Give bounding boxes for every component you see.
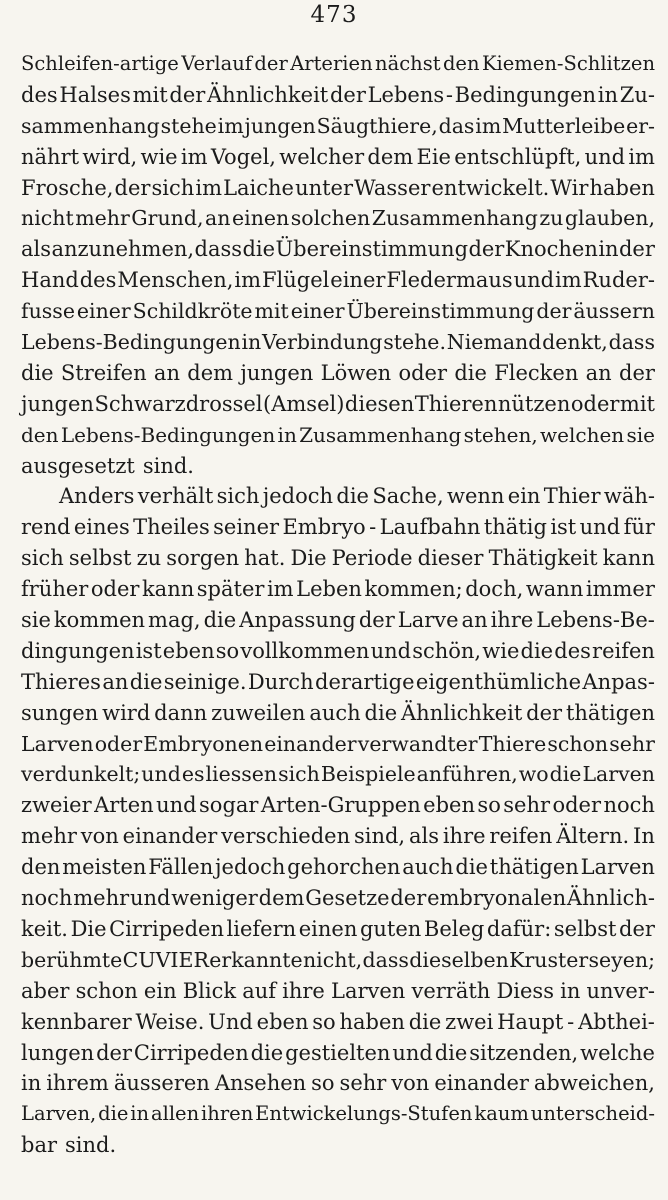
text-line: den meisten Fällen jedoch gehorchen auch die thätigen Larven [21,855,655,880]
text-line: sie kommen mag, die Anpassung der Larve an ihre Lebens-Be- [21,608,655,633]
text-line: früher oder kann später im Leben kommen; doch, wann immer [21,577,655,602]
text-line: Hand des Menschen, im Flügel einer Fledermaus und im Ruder- [21,268,655,293]
text-line: Frosche, der sich im Laiche unter Wasser entwickelt. Wir haben [21,175,655,200]
text-line: keit. Die Cirripeden liefern einen guten Beleg dafür: selbst der [21,916,655,941]
text-line: mehr von einander verschieden sind, als ihre reifen Ältern. In [21,824,655,849]
text-line: verdunkelt; und es liessen sich Beispiele anführen, wo die Larven [21,762,655,787]
text-line: fusse einer Schildkröte mit einer Übereinstimmung der äussern [21,299,655,324]
text-line: sammenhang stehe im jungen Säugthiere, das im Mutterleibe er- [21,113,655,138]
text-line: Thieres an die seinige. Durch derartige eigenthümliche Anpas- [21,669,655,694]
text-line: die Streifen an dem jungen Löwen oder die Flecken an der [21,360,655,385]
text-line: nicht mehr Grund, an einen solchen Zusammenhang zu glauben, [21,206,655,231]
text-line: sich selbst zu sorgen hat. Die Periode dieser Thätigkeit kann [21,546,655,571]
text-line: ausgesetzt sind. [21,453,194,478]
text-line: sungen wird dann zuweilen auch die Ähnlichkeit der thätigen [21,700,655,725]
text-line: bar sind. [21,1133,117,1158]
text-line: dingungen ist eben so vollkommen und schön, wie die des reifen [21,638,655,663]
text-line: Schleifen-artige Verlauf der Arterien nächst den Kiemen-Schlitzen [21,52,655,75]
text-line: Larven, die in allen ihren Entwickelungs-Stufen kaum unterscheid- [21,1102,655,1126]
text-line: berühmte CUVIER erkannte nicht, dass dieselben Kruster seyen; [21,947,655,972]
text-line: den Lebens-Bedingungen in Zusammenhang stehen, welchen sie [21,422,655,447]
text-line: aber schon ein Blick auf ihre Larven verräth Diess in unver- [21,978,655,1003]
text-line: jungen Schwarzdrossel (Amsel) diesen Thieren nützen oder mit [21,391,655,416]
text-line: zweier Arten und sogar Arten-Gruppen eben so sehr oder noch [21,793,655,818]
text-line: als anzunehmen, dass die Übereinstimmung der Knochen in der [21,237,655,262]
text-line: lungen der Cirripeden die gestielten und die sitzenden, welche [21,1040,655,1065]
paragraph [21,481,655,1161]
text-line: noch mehr und weniger dem Gesetze der embryonalen Ähnlich- [21,886,655,911]
text-line: Anders verhält sich jedoch die Sache, wenn ein Thier wäh- [59,484,655,509]
text-line: des Halses mit der Ähnlichkeit der Lebens - Bedingungen in Zu- [21,82,655,107]
text-line: kennbarer Weise. Und eben so haben die zwei Haupt - Abthei- [21,1009,655,1034]
text-line: Larven oder Embryonen einander verwandter Thiere schon sehr [21,731,655,756]
text-line: nährt wird, wie im Vogel, welcher dem Eie entschlüpft, und im [21,144,655,169]
paragraph [21,49,655,481]
body-text [21,49,655,1161]
page-number: 473 [310,2,358,28]
text-line: in ihrem äusseren Ansehen so sehr von einander abweichen, [21,1071,655,1096]
text-line: Lebens-Bedingungen in Verbindung stehe. Niemand denkt, dass [21,330,655,355]
text-line: rend eines Theiles seiner Embryo - Laufbahn thätig ist und für [21,515,655,540]
